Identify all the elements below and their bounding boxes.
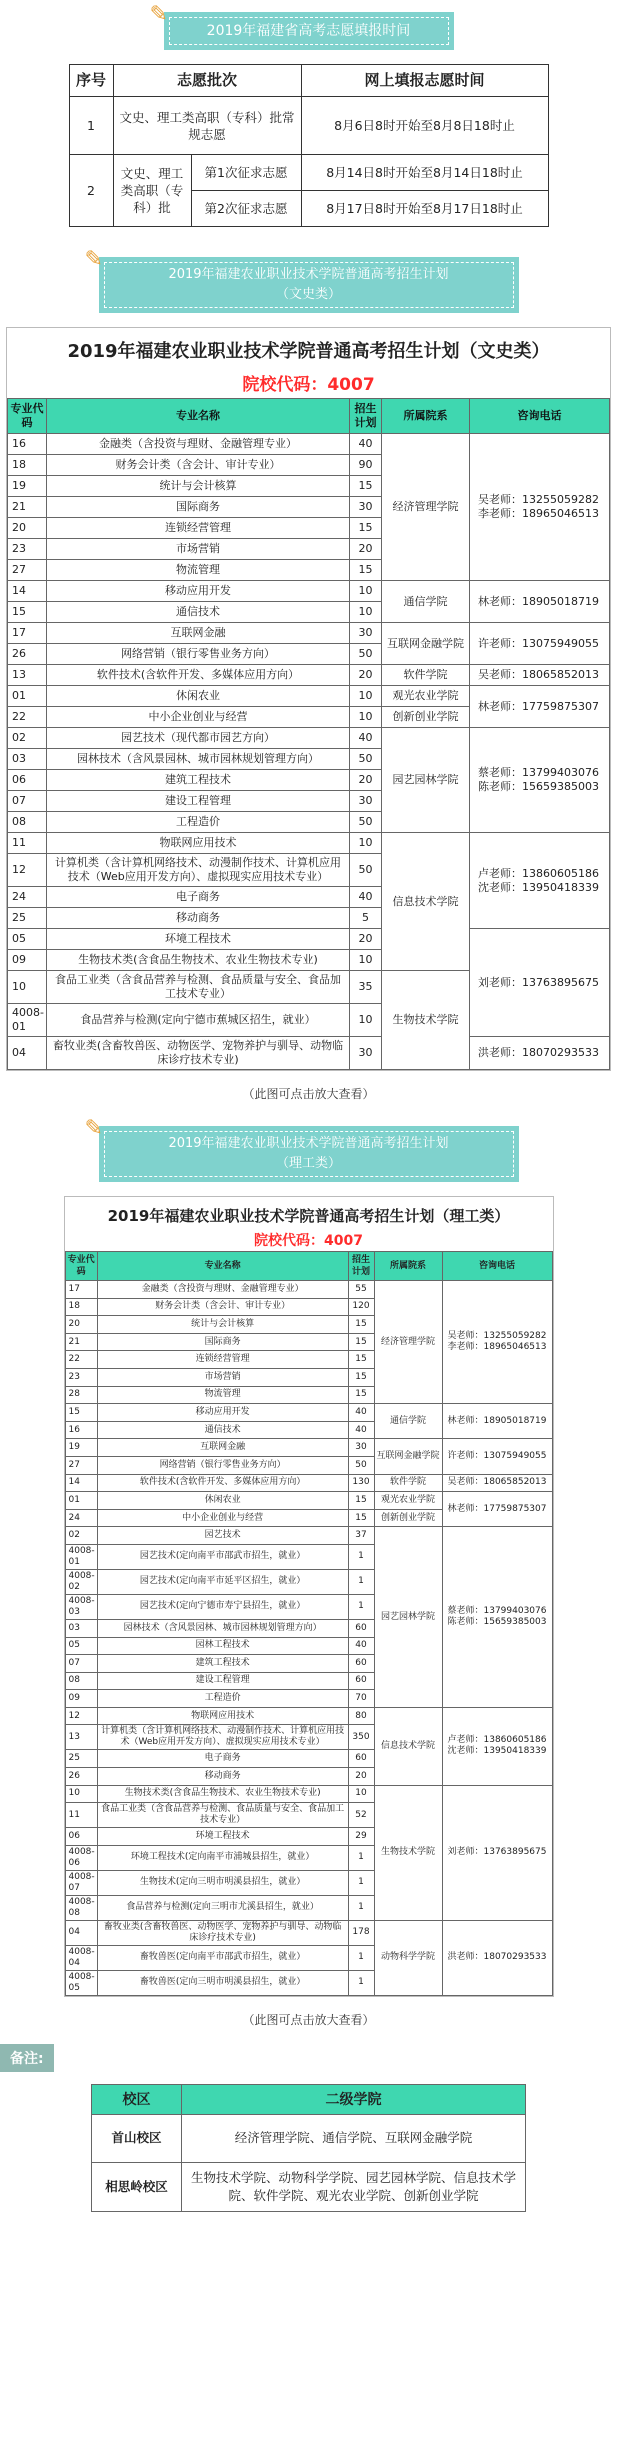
section-title-line2: （理工类）	[275, 1156, 341, 1171]
major-code: 05	[8, 929, 47, 950]
plan-count: 70	[348, 1690, 374, 1708]
major-code: 27	[8, 560, 47, 581]
school-code: 院校代码：4007	[254, 1233, 363, 1249]
contact-phone: 吴老师：18065852013	[442, 1474, 552, 1492]
major-name: 通信技术	[97, 1421, 348, 1439]
contact-phone: 蔡老师：13799403076 陈老师：15659385003	[442, 1527, 552, 1708]
major-code: 17	[8, 623, 47, 644]
dept-name: 经济管理学院	[382, 434, 470, 581]
major-code: 24	[65, 1509, 97, 1527]
major-name: 园艺技术(定向南平市延平区招生，就业）	[97, 1569, 348, 1594]
plan-count: 20	[350, 539, 382, 560]
plan-count: 60	[348, 1750, 374, 1768]
major-code: 26	[65, 1768, 97, 1786]
major-name: 建设工程管理	[97, 1672, 348, 1690]
schedule-header-time: 网上填报志愿时间	[301, 65, 548, 97]
major-name: 统计与会计核算	[97, 1316, 348, 1334]
table-row	[65, 1474, 552, 1492]
major-code: 16	[8, 434, 47, 455]
major-name: 环境工程技术	[46, 929, 349, 950]
major-code: 25	[8, 908, 47, 929]
major-code: 03	[8, 749, 47, 770]
major-code: 04	[65, 1920, 97, 1945]
major-name: 休闲农业	[97, 1492, 348, 1510]
major-name: 食品工业类（含食品营养与检测、食品质量与安全、食品加工技术专业）	[97, 1803, 348, 1828]
major-code: 21	[65, 1333, 97, 1351]
major-code: 10	[65, 1785, 97, 1803]
dept-name: 观光农业学院	[374, 1492, 442, 1510]
schedule-row-no: 1	[69, 97, 113, 155]
major-code: 4008-02	[65, 1569, 97, 1594]
major-name: 财务会计类（含会计、审计专业）	[46, 455, 349, 476]
zoom-note: （此图可点击放大查看）	[242, 2012, 375, 2027]
dept-name: 信息技术学院	[382, 833, 470, 971]
major-code: 09	[8, 950, 47, 971]
section-title-text: 2019年福建省高考志愿填报时间	[169, 17, 449, 45]
plan-count: 40	[348, 1637, 374, 1655]
major-code: 25	[65, 1750, 97, 1768]
major-code: 06	[8, 770, 47, 791]
plan-count: 10	[350, 1004, 382, 1037]
major-code: 19	[8, 476, 47, 497]
major-name: 园林工程技术	[97, 1637, 348, 1655]
major-name: 物联网应用技术	[46, 833, 349, 854]
dept-name: 创新创业学院	[374, 1509, 442, 1527]
plan-count: 1	[348, 1945, 374, 1970]
campus-header: 二级学院	[182, 2084, 526, 2114]
schedule-row-sub: 第1次征求志愿	[191, 155, 301, 191]
plan-header: 专业名称	[97, 1252, 348, 1281]
plan-count: 15	[348, 1351, 374, 1369]
schedule-row-no: 2	[69, 155, 113, 227]
major-name: 食品营养与检测(定向三明市尤溪县招生，就业）	[97, 1895, 348, 1920]
plan-header: 招生计划	[350, 399, 382, 434]
contact-phone: 吴老师：13255059282 李老师：18965046513	[470, 434, 610, 581]
major-code: 4008-08	[65, 1895, 97, 1920]
major-name: 连锁经营管理	[46, 518, 349, 539]
major-name: 移动商务	[97, 1768, 348, 1786]
major-code: 14	[8, 581, 47, 602]
major-name: 物流管理	[97, 1386, 348, 1404]
plan-header: 招生计划	[348, 1252, 374, 1281]
plan-count: 20	[350, 929, 382, 950]
plan-title: 2019年福建农业职业技术学院普通高考招生计划（文史类）	[67, 341, 550, 362]
schedule-header-no: 序号	[69, 65, 113, 97]
pencil-deco-icon: ✎	[149, 2, 168, 27]
major-name: 物联网应用技术	[97, 1707, 348, 1725]
plan-count: 350	[348, 1725, 374, 1750]
schedule-row-sub: 第2次征求志愿	[191, 191, 301, 227]
plan-count: 50	[350, 749, 382, 770]
major-code: 22	[65, 1351, 97, 1369]
plan-count: 29	[348, 1828, 374, 1846]
plan-count: 1	[348, 1970, 374, 1995]
remark-label: 备注:	[0, 2044, 54, 2072]
table-row	[8, 929, 610, 950]
dept-name: 生物技术学院	[382, 971, 470, 1070]
plan-count: 60	[348, 1655, 374, 1673]
section-title-schedule	[149, 2, 454, 50]
major-code: 07	[65, 1655, 97, 1673]
dept-name: 软件学院	[382, 665, 470, 686]
campus-table	[91, 2084, 526, 2212]
major-code: 01	[65, 1492, 97, 1510]
plan-count: 130	[348, 1474, 374, 1492]
major-name: 国际商务	[97, 1333, 348, 1351]
major-code: 07	[8, 791, 47, 812]
plan-table-wen	[7, 398, 610, 1070]
dept-name: 生物技术学院	[374, 1785, 442, 1920]
major-name: 园艺技术(定向宁德市寿宁县招生，就业）	[97, 1594, 348, 1619]
contact-phone: 洪老师：18070293533	[442, 1920, 552, 1995]
major-name: 移动应用开发	[97, 1404, 348, 1422]
major-code: 13	[65, 1725, 97, 1750]
major-code: 18	[65, 1298, 97, 1316]
plan-count: 55	[348, 1281, 374, 1299]
plan-header: 所属院系	[374, 1252, 442, 1281]
contact-phone: 刘老师：13763895675	[470, 929, 610, 1037]
plan-count: 15	[348, 1368, 374, 1386]
plan-count: 40	[350, 434, 382, 455]
dept-name: 软件学院	[374, 1474, 442, 1492]
schedule-row-batch: 文史、理工类高职（专科）批常规志愿	[113, 97, 301, 155]
plan-count: 40	[350, 728, 382, 749]
plan-count: 50	[350, 812, 382, 833]
plan-header: 专业名称	[46, 399, 349, 434]
major-code: 20	[8, 518, 47, 539]
plan-count: 50	[350, 854, 382, 887]
major-code: 24	[8, 887, 47, 908]
major-code: 15	[8, 602, 47, 623]
plan-count: 15	[350, 476, 382, 497]
major-code: 17	[65, 1281, 97, 1299]
major-code: 08	[8, 812, 47, 833]
table-row	[8, 665, 610, 686]
major-name: 软件技术(含软件开发、多媒体应用方向）	[46, 665, 349, 686]
plan-count: 30	[348, 1439, 374, 1457]
major-code: 4008-07	[65, 1870, 97, 1895]
major-code: 12	[8, 854, 47, 887]
schedule-row-time: 8月6日8时开始至8月8日18时止	[301, 97, 548, 155]
major-name: 网络营销（银行零售业务方向）	[97, 1456, 348, 1474]
table-row	[65, 1527, 552, 1545]
major-code: 4008-04	[65, 1945, 97, 1970]
major-name: 食品营养与检测(定向宁德市蕉城区招生，就业）	[46, 1004, 349, 1037]
major-name: 连锁经营管理	[97, 1351, 348, 1369]
dept-name: 园艺园林学院	[374, 1527, 442, 1708]
contact-phone: 吴老师：13255059282 李老师：18965046513	[442, 1281, 552, 1404]
major-code: 20	[65, 1316, 97, 1334]
plan-count: 1	[348, 1544, 374, 1569]
major-name: 食品工业类（含食品营养与检测、食品质量与安全、食品加工技术专业）	[46, 971, 349, 1004]
table-row	[65, 1707, 552, 1725]
major-name: 国际商务	[46, 497, 349, 518]
major-name: 环境工程技术	[97, 1828, 348, 1846]
plan-header: 咨询电话	[470, 399, 610, 434]
plan-count: 10	[350, 707, 382, 728]
major-name: 网络营销（银行零售业务方向）	[46, 644, 349, 665]
major-code: 11	[65, 1803, 97, 1828]
plan-count: 10	[350, 833, 382, 854]
table-row	[65, 1404, 552, 1422]
major-name: 畜牧兽医(定向三明市明溪县招生，就业）	[97, 1970, 348, 1995]
campus-colleges: 经济管理学院、通信学院、互联网金融学院	[182, 2114, 526, 2162]
major-code: 23	[65, 1368, 97, 1386]
major-name: 中小企业创业与经营	[46, 707, 349, 728]
major-name: 生物技术类(含食品生物技术、农业生物技术专业)	[46, 950, 349, 971]
major-name: 园林技术（含风景园林、城市园林规划管理方向）	[46, 749, 349, 770]
plan-count: 1	[348, 1569, 374, 1594]
dept-name: 信息技术学院	[374, 1707, 442, 1785]
dept-name: 创新创业学院	[382, 707, 470, 728]
pencil-deco-icon: ✎	[84, 1116, 103, 1141]
major-name: 金融类（含投资与理财、金融管理专业）	[97, 1281, 348, 1299]
contact-phone: 卢老师：13860605186 沈老师：13950418339	[442, 1707, 552, 1785]
dept-name: 互联网金融学院	[374, 1439, 442, 1474]
plan-count: 15	[348, 1316, 374, 1334]
major-name: 互联网金融	[97, 1439, 348, 1457]
major-name: 物流管理	[46, 560, 349, 581]
major-code: 22	[8, 707, 47, 728]
campus-name: 首山校区	[92, 2114, 182, 2162]
major-name: 计算机类（含计算机网络技术、动漫制作技术、计算机应用技术（Web应用开发方向）、虚拟现实应用技术专业）	[46, 854, 349, 887]
contact-phone: 林老师：17759875307	[442, 1492, 552, 1527]
zoom-note: （此图可点击放大查看）	[242, 1087, 375, 1101]
plan-count: 10	[350, 581, 382, 602]
major-code: 05	[65, 1637, 97, 1655]
major-code: 4008-01	[8, 1004, 47, 1037]
plan-image-wen[interactable]	[6, 327, 611, 1071]
schedule-row-time: 8月17日8时开始至8月17日18时止	[301, 191, 548, 227]
plan-count: 15	[348, 1333, 374, 1351]
plan-header: 所属院系	[382, 399, 470, 434]
dept-name: 园艺园林学院	[382, 728, 470, 833]
plan-count: 90	[350, 455, 382, 476]
major-code: 19	[65, 1439, 97, 1457]
major-name: 市场营销	[46, 539, 349, 560]
major-name: 统计与会计核算	[46, 476, 349, 497]
major-name: 园林技术（含风景园林、城市园林规划管理方向）	[97, 1619, 348, 1637]
major-name: 财务会计类（含会计、审计专业）	[97, 1298, 348, 1316]
table-row	[8, 623, 610, 644]
campus-name: 相思岭校区	[92, 2162, 182, 2211]
major-code: 04	[8, 1037, 47, 1070]
major-code: 16	[65, 1421, 97, 1439]
plan-count: 1	[348, 1845, 374, 1870]
dept-name: 动物科学学院	[374, 1920, 442, 1995]
dept-name: 观光农业学院	[382, 686, 470, 707]
major-code: 23	[8, 539, 47, 560]
major-code: 4008-03	[65, 1594, 97, 1619]
plan-count: 60	[348, 1619, 374, 1637]
plan-count: 10	[350, 602, 382, 623]
section-title-li	[84, 1116, 519, 1182]
plan-count: 30	[350, 791, 382, 812]
major-name: 电子商务	[46, 887, 349, 908]
section-title-wen	[84, 247, 519, 313]
major-code: 28	[65, 1386, 97, 1404]
plan-count: 40	[350, 887, 382, 908]
major-name: 畜牧兽医(定向南平市邵武市招生，就业）	[97, 1945, 348, 1970]
contact-phone: 卢老师：13860605186 沈老师：13950418339	[470, 833, 610, 929]
plan-count: 20	[350, 665, 382, 686]
contact-phone: 许老师：13075949055	[470, 623, 610, 665]
major-name: 互联网金融	[46, 623, 349, 644]
plan-count: 30	[350, 623, 382, 644]
plan-count: 5	[350, 908, 382, 929]
major-code: 11	[8, 833, 47, 854]
dept-name: 互联网金融学院	[382, 623, 470, 665]
table-row	[65, 1920, 552, 1945]
plan-count: 80	[348, 1707, 374, 1725]
major-code: 06	[65, 1828, 97, 1846]
major-name: 生物技术(定向三明市明溪县招生，就业）	[97, 1870, 348, 1895]
major-name: 市场营销	[97, 1368, 348, 1386]
plan-header: 专业代码	[65, 1252, 97, 1281]
table-row	[8, 728, 610, 749]
table-row	[8, 434, 610, 455]
plan-count: 1	[348, 1895, 374, 1920]
major-name: 生物技术类(含食品生物技术、农业生物技术专业)	[97, 1785, 348, 1803]
contact-phone: 林老师：18905018719	[442, 1404, 552, 1439]
plan-count: 15	[350, 560, 382, 581]
major-code: 12	[65, 1707, 97, 1725]
major-code: 4008-06	[65, 1845, 97, 1870]
plan-count: 15	[348, 1509, 374, 1527]
major-code: 01	[8, 686, 47, 707]
plan-count: 15	[348, 1386, 374, 1404]
campus-header: 校区	[92, 2084, 182, 2114]
major-code: 27	[65, 1456, 97, 1474]
table-row	[8, 833, 610, 854]
schedule-row-time: 8月14日8时开始至8月14日18时止	[301, 155, 548, 191]
contact-phone: 吴老师：18065852013	[470, 665, 610, 686]
plan-count: 30	[350, 497, 382, 518]
major-code: 15	[65, 1404, 97, 1422]
table-row	[8, 686, 610, 707]
major-name: 环境工程技术(定向南平市浦城县招生，就业）	[97, 1845, 348, 1870]
plan-header: 专业代码	[8, 399, 47, 434]
section-title-line2: （文史类）	[275, 287, 341, 302]
major-code: 03	[65, 1619, 97, 1637]
major-code: 4008-01	[65, 1544, 97, 1569]
major-name: 园艺技术(定向南平市邵武市招生，就业）	[97, 1544, 348, 1569]
major-code: 18	[8, 455, 47, 476]
schedule-table	[69, 64, 549, 227]
plan-header: 咨询电话	[442, 1252, 552, 1281]
major-name: 畜牧业类(含畜牧兽医、动物医学、宠物养护与驯导、动物临床诊疗技术专业)	[46, 1037, 349, 1070]
plan-count: 15	[348, 1492, 374, 1510]
major-code: 08	[65, 1672, 97, 1690]
major-code: 09	[65, 1690, 97, 1708]
table-row	[8, 581, 610, 602]
plan-count: 120	[348, 1298, 374, 1316]
major-name: 休闲农业	[46, 686, 349, 707]
major-name: 金融类（含投资与理财、金融管理专业）	[46, 434, 349, 455]
plan-count: 37	[348, 1527, 374, 1545]
major-name: 园艺技术	[97, 1527, 348, 1545]
plan-count: 30	[350, 1037, 382, 1070]
major-name: 建筑工程技术	[46, 770, 349, 791]
table-row	[65, 1281, 552, 1299]
pencil-deco-icon: ✎	[84, 247, 103, 272]
major-name: 通信技术	[46, 602, 349, 623]
plan-count: 35	[350, 971, 382, 1004]
major-code: 4008-05	[65, 1970, 97, 1995]
plan-count: 50	[348, 1456, 374, 1474]
plan-image-li[interactable]	[64, 1196, 554, 1997]
major-name: 工程造价	[97, 1690, 348, 1708]
major-code: 02	[8, 728, 47, 749]
schedule-header-batch: 志愿批次	[113, 65, 301, 97]
plan-count: 10	[348, 1785, 374, 1803]
contact-phone: 刘老师：13763895675	[442, 1785, 552, 1920]
section-title-line1: 2019年福建农业职业技术学院普通高考招生计划	[168, 1136, 449, 1151]
contact-phone: 洪老师：18070293533	[470, 1037, 610, 1070]
major-name: 移动商务	[46, 908, 349, 929]
plan-count: 178	[348, 1920, 374, 1945]
plan-count: 1	[348, 1594, 374, 1619]
contact-phone: 林老师：17759875307	[470, 686, 610, 728]
contact-phone: 林老师：18905018719	[470, 581, 610, 623]
major-code: 14	[65, 1474, 97, 1492]
major-code: 02	[65, 1527, 97, 1545]
major-name: 电子商务	[97, 1750, 348, 1768]
contact-phone: 蔡老师：13799403076 陈老师：15659385003	[470, 728, 610, 833]
plan-count: 40	[348, 1421, 374, 1439]
major-name: 园艺技术（现代都市园艺方向）	[46, 728, 349, 749]
dept-name: 经济管理学院	[374, 1281, 442, 1404]
school-code: 院校代码：4007	[242, 375, 375, 395]
plan-count: 20	[350, 770, 382, 791]
campus-colleges: 生物技术学院、动物科学学院、园艺园林学院、信息技术学院、软件学院、观光农业学院、创新创业学院	[182, 2162, 526, 2211]
major-code: 13	[8, 665, 47, 686]
plan-count: 10	[350, 950, 382, 971]
major-code: 26	[8, 644, 47, 665]
major-code: 21	[8, 497, 47, 518]
plan-count: 60	[348, 1672, 374, 1690]
table-row	[65, 1492, 552, 1510]
plan-count: 52	[348, 1803, 374, 1828]
major-code: 10	[8, 971, 47, 1004]
plan-count: 40	[348, 1404, 374, 1422]
plan-count: 15	[350, 518, 382, 539]
dept-name: 通信学院	[374, 1404, 442, 1439]
dept-name: 通信学院	[382, 581, 470, 623]
plan-count: 10	[350, 686, 382, 707]
major-name: 中小企业创业与经营	[97, 1509, 348, 1527]
major-name: 软件技术(含软件开发、多媒体应用方向）	[97, 1474, 348, 1492]
major-name: 计算机类（含计算机网络技术、动漫制作技术、计算机应用技术（Web应用开发方向）、虚拟现实应用技术专业）	[97, 1725, 348, 1750]
major-name: 建筑工程技术	[97, 1655, 348, 1673]
plan-count: 20	[348, 1768, 374, 1786]
major-name: 建设工程管理	[46, 791, 349, 812]
major-name: 移动应用开发	[46, 581, 349, 602]
section-title-line1: 2019年福建农业职业技术学院普通高考招生计划	[168, 267, 449, 282]
plan-count: 1	[348, 1870, 374, 1895]
major-name: 畜牧业类(含畜牧兽医、动物医学、宠物养护与驯导、动物临床诊疗技术专业)	[97, 1920, 348, 1945]
table-row	[8, 1037, 610, 1070]
plan-count: 50	[350, 644, 382, 665]
table-row	[65, 1439, 552, 1457]
plan-table-li	[65, 1251, 553, 1996]
plan-title: 2019年福建农业职业技术学院普通高考招生计划（理工类）	[107, 1207, 510, 1225]
table-row	[65, 1785, 552, 1803]
schedule-row-batch: 文史、理工类高职（专科）批	[113, 155, 191, 227]
major-name: 工程造价	[46, 812, 349, 833]
contact-phone: 许老师：13075949055	[442, 1439, 552, 1474]
